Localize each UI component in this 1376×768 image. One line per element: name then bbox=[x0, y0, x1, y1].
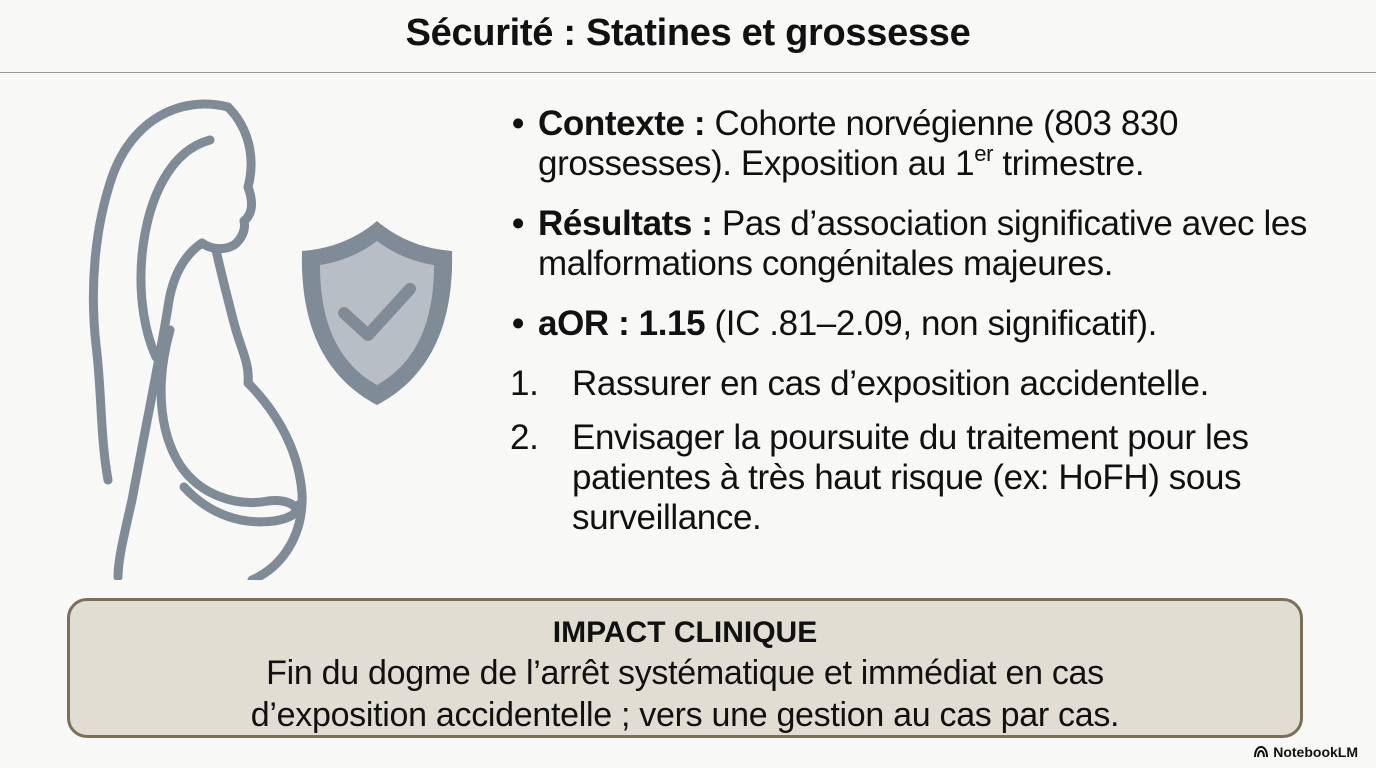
bullet-label: Contexte : bbox=[538, 104, 706, 143]
bullet-dot: • bbox=[512, 204, 524, 243]
impact-line-1: Fin du dogme de l’arrêt systématique et immédiat en cas bbox=[266, 654, 1104, 692]
bullet-resultats bbox=[508, 204, 1338, 284]
item-number: 1. bbox=[510, 364, 539, 403]
impact-line-2: d’exposition accidentelle ; vers une gestion au cas par cas. bbox=[250, 696, 1120, 734]
brand-label: NotebookLM bbox=[1273, 744, 1358, 760]
bullet-contexte bbox=[508, 104, 1338, 184]
bullet-superscript: er bbox=[974, 141, 994, 166]
impact-title: IMPACT CLINIQUE bbox=[552, 616, 818, 649]
title-divider bbox=[0, 72, 1376, 73]
numbered-item-2 bbox=[508, 418, 1338, 538]
item-number: 2. bbox=[510, 418, 539, 457]
illustration bbox=[60, 95, 480, 580]
notebooklm-logo-icon bbox=[1253, 746, 1269, 758]
item-text: Envisager la poursuite du traitement pour les patientes à très haut risque (ex: HoFH) sous surveillance. bbox=[572, 418, 1249, 537]
bullet-text: (IC .81–2.09, non significatif). bbox=[705, 304, 1157, 343]
bullet-text: Pas d’association significative avec les malformations congénitales majeures. bbox=[538, 204, 1307, 283]
bullet-text-end: trimestre. bbox=[993, 144, 1145, 183]
impact-box bbox=[67, 598, 1303, 738]
bullet-label: Résultats : bbox=[538, 204, 713, 243]
item-text: Rassurer en cas d’exposition accidentelle. bbox=[572, 364, 1209, 403]
brand-watermark bbox=[1253, 744, 1358, 760]
bullet-label: aOR : 1.15 bbox=[538, 304, 706, 343]
bullet-dot: • bbox=[512, 104, 524, 143]
page-title: Sécurité : Statines et grossesse bbox=[405, 12, 971, 54]
bullet-dot: • bbox=[512, 304, 524, 343]
bullet-aor bbox=[508, 304, 1338, 344]
bullet-text: Cohorte norvégienne (803 830 grossesses). Exposition au 1 bbox=[538, 104, 1179, 183]
shield-check-icon bbox=[298, 217, 456, 409]
numbered-item-1 bbox=[508, 364, 1338, 404]
content-list bbox=[508, 104, 1338, 552]
